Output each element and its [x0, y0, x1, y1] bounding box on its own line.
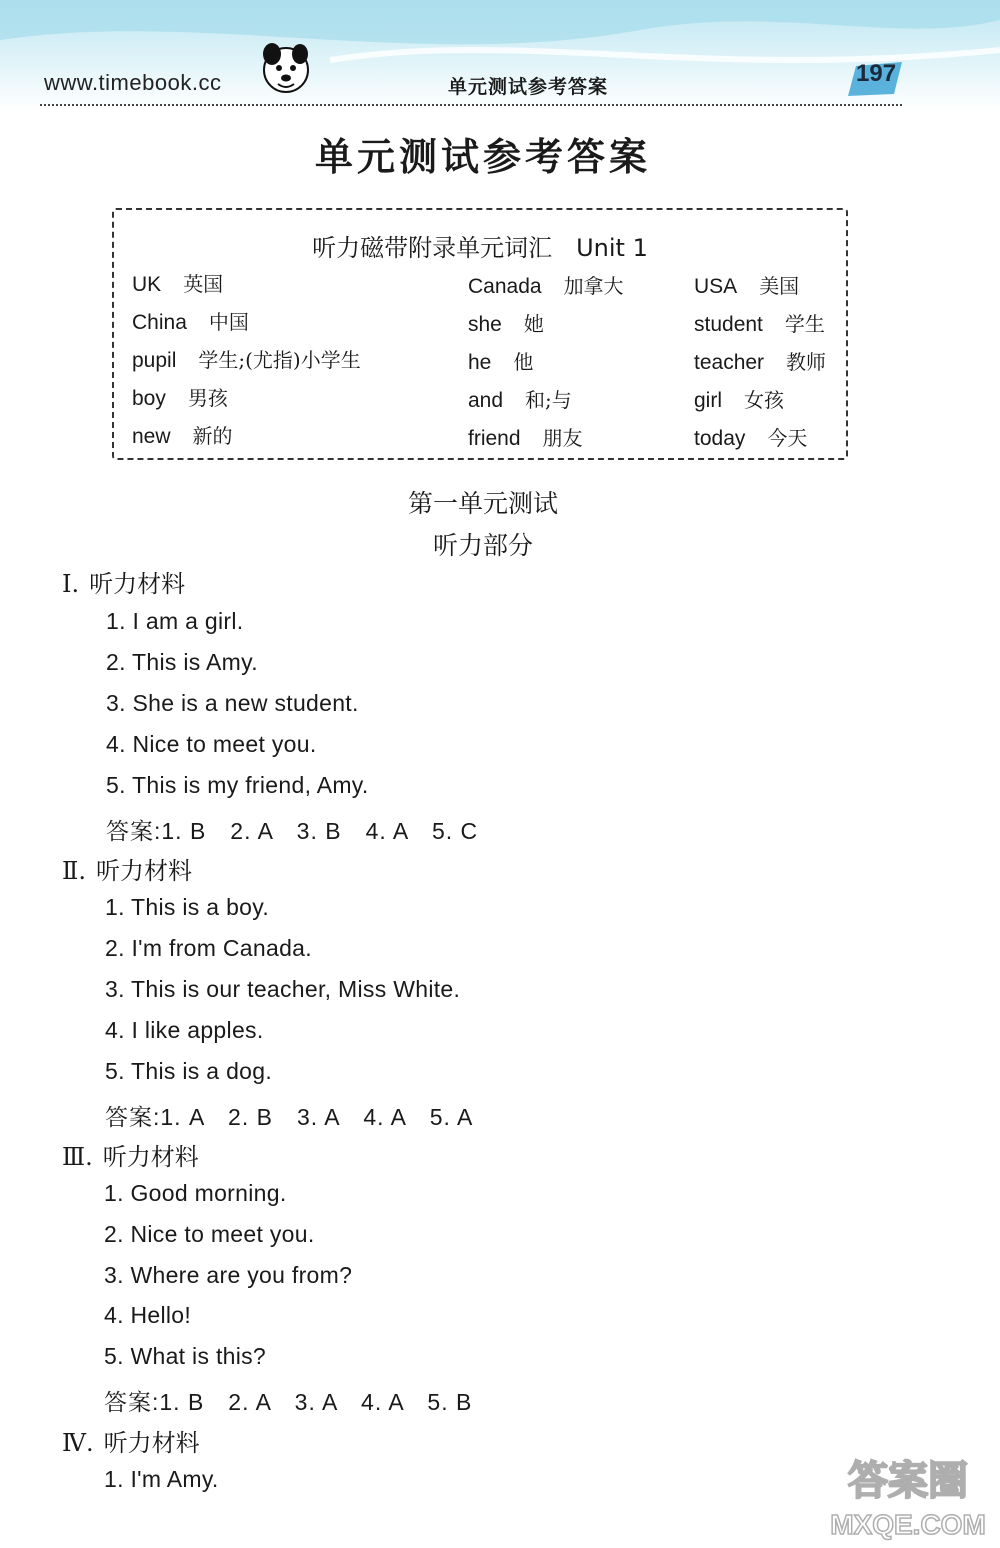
vocab-zh: 加拿大 [563, 274, 624, 298]
mascot-icon [252, 40, 322, 96]
unit-title: 第一单元测试 [407, 489, 558, 518]
page-title: 单元测试参考答案 [314, 134, 651, 179]
list-item: 1. I am a girl. [106, 608, 244, 634]
vocab-en: girl [694, 389, 723, 412]
part-heading [62, 564, 185, 599]
part-label: 听力材料 [103, 1429, 200, 1457]
vocab-zh: 和;与 [525, 388, 572, 412]
part-numeral: Ⅳ. [62, 1429, 94, 1457]
list-item: 4. Hello! [104, 1302, 192, 1328]
part-title: 听力部分 [432, 531, 533, 560]
list-item: 3. This is our teacher, Miss White. [105, 976, 461, 1002]
watermark-logo [822, 1448, 994, 1542]
vocab-en: pupil [132, 349, 177, 372]
vocab-item [132, 382, 228, 411]
vocab-en: new [132, 425, 171, 448]
list-item: 3. She is a new student. [106, 690, 359, 716]
vocab-zh: 美国 [759, 274, 800, 298]
vocab-zh: 女孩 [744, 388, 785, 412]
watermark-text-bottom: MXQE.COM [830, 1509, 986, 1540]
vocab-item [468, 346, 533, 375]
list-item: 1. This is a boy. [105, 894, 270, 920]
vocab-en: student [694, 313, 763, 336]
vocab-item [468, 308, 544, 337]
list-item: 2. Nice to meet you. [104, 1221, 315, 1247]
vocab-en: teacher [694, 351, 765, 374]
vocab-en: she [468, 313, 502, 336]
vocab-item [694, 384, 784, 413]
vocab-en: Canada [468, 275, 542, 298]
watermark-text-top: 答案圈 [848, 1458, 968, 1504]
list-item: 3. Where are you from? [104, 1262, 353, 1288]
vocab-en: USA [694, 275, 738, 298]
vocab-item [132, 344, 361, 373]
part-numeral: Ⅲ. [62, 1143, 93, 1171]
vocab-en: China [132, 311, 187, 334]
answer-line: 答案:1. B 2. A 3. A 4. A 5. B [104, 1389, 473, 1415]
vocab-en: today [694, 427, 746, 450]
part-label: 听力材料 [102, 1143, 199, 1171]
part-heading [62, 851, 192, 886]
answer-line: 答案:1. A 2. B 3. A 4. A 5. A [105, 1104, 474, 1130]
vocab-item [468, 384, 572, 413]
vocab-zh: 今天 [767, 426, 808, 450]
vocab-zh: 教师 [786, 350, 827, 374]
vocab-zh: 新的 [192, 424, 233, 448]
vocab-en: UK [132, 273, 162, 296]
vocab-en: he [468, 351, 492, 374]
vocab-item [694, 270, 799, 299]
list-item: 2. This is Amy. [106, 649, 258, 675]
part-label: 听力材料 [95, 857, 192, 885]
list-item: 5. This is my friend, Amy. [106, 772, 369, 798]
list-item: 1. Good morning. [104, 1180, 287, 1206]
vocab-item [694, 346, 826, 375]
vocab-item [132, 306, 249, 335]
vocabulary-title: 听力磁带附录单元词汇 Unit 1 [312, 234, 648, 262]
page-number: 197 [856, 60, 897, 87]
list-item: 1. I'm Amy. [104, 1466, 219, 1492]
list-item: 2. I'm from Canada. [105, 935, 312, 961]
vocab-item [694, 422, 807, 451]
running-title: 单元测试参考答案 [448, 76, 609, 98]
header-divider [40, 104, 902, 106]
vocab-zh: 朋友 [542, 426, 583, 450]
vocab-item [468, 422, 583, 451]
vocab-zh: 他 [513, 350, 534, 374]
list-item: 4. Nice to meet you. [106, 731, 317, 757]
vocab-en: and [468, 389, 504, 412]
vocab-zh: 她 [523, 312, 544, 336]
list-item: 5. This is a dog. [105, 1058, 273, 1084]
site-url: www.timebook.cc [44, 70, 222, 95]
part-heading [62, 1423, 200, 1458]
vocab-item [132, 268, 223, 297]
vocab-zh: 学生;(尤指)小学生 [198, 348, 361, 372]
vocab-zh: 英国 [183, 272, 224, 296]
part-heading [62, 1137, 199, 1172]
vocab-zh: 学生 [784, 312, 825, 336]
list-item: 5. What is this? [104, 1343, 267, 1369]
answer-line: 答案:1. B 2. A 3. B 4. A 5. C [106, 818, 479, 844]
part-numeral: Ⅱ. [62, 857, 86, 885]
vocab-en: boy [132, 387, 166, 410]
vocab-zh: 中国 [208, 310, 249, 334]
vocab-en: friend [468, 427, 521, 450]
part-label: 听力材料 [89, 570, 186, 598]
vocab-item [132, 420, 233, 449]
vocab-item [468, 270, 624, 299]
list-item: 4. I like apples. [105, 1017, 264, 1043]
vocab-item [694, 308, 825, 337]
vocabulary-box [112, 208, 848, 460]
part-numeral: Ⅰ. [62, 570, 80, 598]
vocab-zh: 男孩 [187, 386, 228, 410]
